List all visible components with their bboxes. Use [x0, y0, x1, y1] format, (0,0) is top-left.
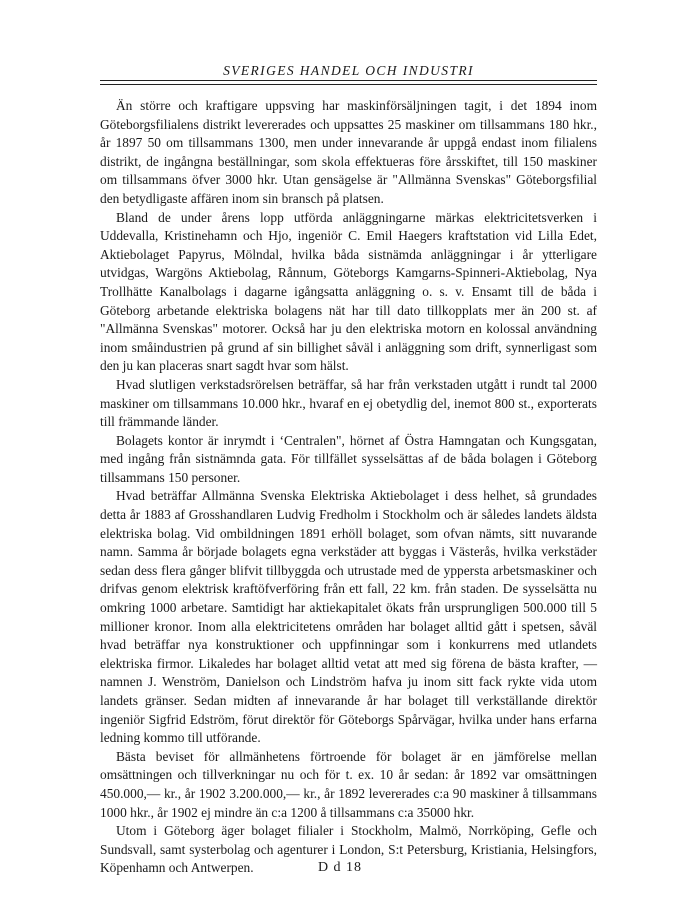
paragraph: Bland de under årens lopp utförda anläggningarne märkas elektricitetsverken i Uddevalla, Kristinehamn och Hjo, ingeniör C. Emil Haegers kraftstation vid Lilla Edet, Aktiebolaget Papyrus, Mölndal, hvilka båda sistnämda anläggningar i år ytterligare utvidgas, Wargöns Aktiebolag, Rånnum, Göteborgs Kamgarns-Spinneri-Aktiebolag, Nya Trollhätte Kanalbolags i dagarne igångsatta anläggning o. s. v. Ensamt till de båda i Göteborg arbetande elektriska bolagens nät har till dato tillkopplats mer än 200 st. af "Allmänna Svenskas" motorer. Också har ju den elektriska motorn en kolossal användning inom småindustrien på grund af sin billighet såväl i anläggning som drift, synnerligast som den ju kan placeras snart sagdt hvar som hälst. [100, 209, 597, 374]
paragraph: Hvad slutligen verkstadsrörelsen beträffar, så har från verkstaden utgått i rundt tal 2000 maskiner om tillsammans 10.000 hkr., hvaraf en ej obetydlig del, inemot 800 st., exporterats till främmande länder. [100, 376, 597, 430]
running-header [100, 60, 597, 92]
header-rule-thin [100, 84, 597, 85]
running-title: SVERIGES HANDEL OCH INDUSTRI [223, 63, 474, 78]
paragraph: Bolagets kontor är inrymdt i ‘Centralen", hörnet af Östra Hamngatan och Kungsgatan, med ingång från sistnämnda gata. För tillfället sysselsättas af de båda bolagen i Göteborg tillsammans 150 personer. [100, 432, 597, 485]
header-rule-thick [100, 80, 597, 81]
body-text [100, 97, 597, 878]
paragraph: Än större och kraftigare uppsving har maskinförsäljningen tagit, i det 1894 inom Göteborgsfilialens distrikt levererades och uppsattes 25 maskiner om tillsammans 180 hkr., år 1897 50 om tillsammans 1300, men under innevarande år uppgå endast inom filialens distrikt, de ingångna beställningar, som skola effektueras före årsskiftet, till 150 maskiner om tillsammans öfver 3000 hkr. Utan gensägelse är "Allmänna Svenskas" Göteborgsfilial den betydligaste affären inom sin bransch på platsen. [100, 98, 597, 206]
page-number: D d 18 [317, 860, 363, 875]
paragraph: Hvad beträffar Allmänna Svenska Elektriska Aktiebolaget i dess helhet, så grundades detta år 1883 af Grosshandlaren Ludvig Fredholm i Stockholm och är således landets äldsta elektriska bolag. Vid ombildningen 1891 erhöll bolaget, som ofvan nämts, sitt nuvarande namn. Samma år började bolagets egna verkstäder att byggas i Västerås, hvilka verkstäder sedan dess flera gånger blifvit tillbyggda och utrustade med de yppersta arbetsmaskiner och drifvas genom elektrisk kraftöfverföring från ett fall, 22 km. från staden. De sysselsätta nu omkring 1000 arbetare. Samtidigt har aktiekapitalet ökats från ursprungligen 500.000 till 5 millioner kronor. Inom alla elektricitetens områden har bolaget alltid gått i spetsen, såväl hvad beträffar nya konstruktioner och uppfinningar som i konkurrens med utlandets elektriska firmor. Likaledes har bolaget alltid vetat att med sig förena de bästa krafter, — namnen J. Wenström, Danielson och Lindström hafva ju inom sitt fack rykte vida utom landets gränser. Sedan midten af innevarande år har bolaget till verkställande direktör ingeniör Sigfrid Edström, förut direktör för Göteborgs Spårvägar, hvilka under hans erfarna ledning kommo till utförande. [100, 488, 597, 746]
paragraph: Utom i Göteborg äger bolaget filialer i Stockholm, Malmö, Norrköping, Gefle och Sundsvall, samt systerbolag och agenturer i London, S:t Petersburg, Kristiania, Helsingfors, Köpenhamn och Antwerpen. [100, 823, 597, 876]
paragraph: Bästa beviset för allmänhetens förtroende för bolaget är en jämförelse mellan omsättningen och tillverkningar nu och för t. ex. 10 år sedan: år 1892 var omsättningen 450.000,— kr., år 1902 3.200.000,— kr., år 1892 levererades c:a 90 maskiner å tillsammans 1000 hkr., år 1902 ej mindre än c:a 1200 å tillsammans c:a 35000 hkr. [100, 748, 597, 820]
